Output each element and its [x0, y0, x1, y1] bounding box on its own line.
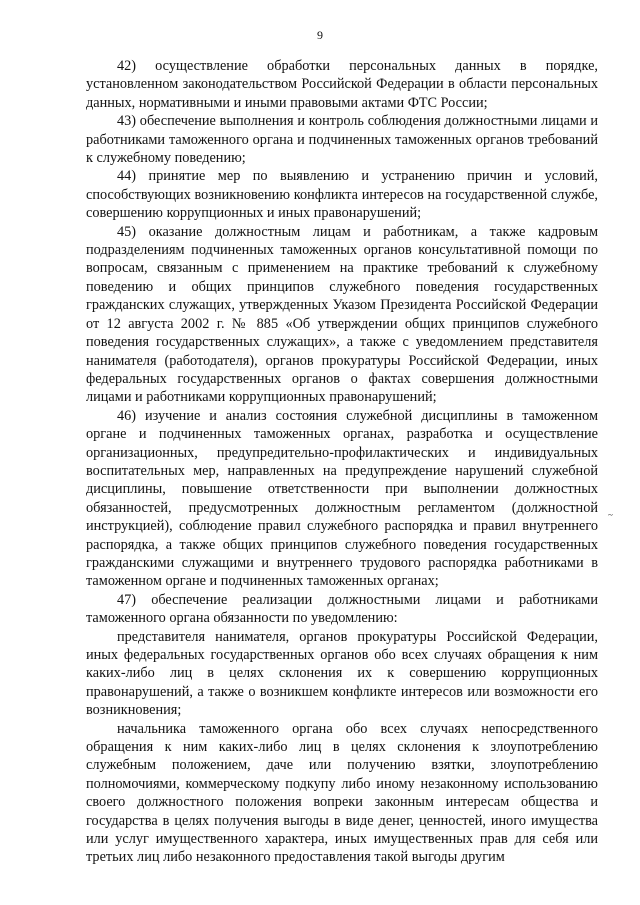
paragraph-item-44: 44) принятие мер по выявлению и устранению причин и условий, способствующих возникновению конфликта интересов на государственной службе, совершению коррупционных и иных правонарушений; [86, 168, 598, 222]
margin-mark: ~ [608, 510, 613, 520]
paragraph-item-43: 43) обеспечение выполнения и контроль соблюдения должностными лицами и работниками таможенного органа и подчиненных таможенных органов требований к служебному поведению; [86, 113, 598, 167]
paragraph-item-47: 47) обеспечение реализации должностными лицами и работниками таможенного органа обязанности по уведомлению: [86, 591, 598, 627]
paragraph-item-45: 45) оказание должностным лицам и работникам, а также кадровым подразделениям подчиненных таможенных органов консультативной помощи по вопросам, связанным с применением на практике требований к служебному поведению и общих принципов служебного поведения государственных гражданских служащих, утвержденных Указом Президента Российской Федерации от 12 августа 2002 г. № 885 «Об утверждении общих принципов служебного поведения государственных служащих», а также с уведомлением представителя нанимателя (работодателя), органов прокуратуры Российской Федерации, иных федеральных государственных органов о фактах совершения должностными лицами и работниками коррупционных правонарушений; [86, 223, 598, 406]
document-body [86, 57, 598, 867]
paragraph-notify-head: начальника таможенного органа обо всех случаях непосредственного обращения к ним каких-либо лиц в целях склонения к злоупотреблению служебным положением, даче или получению взятки, злоупотреблению полномочиями, коммерческому подкупу либо иному незаконному использованию своего должностного положения вопреки законным интересам общества и государства в целях получения выгоды в виде денег, ценностей, иного имущества или услуг имущественного характера, иных имущественных прав для себя или третьих лиц либо незаконного предоставления такой выгоды другим [86, 720, 598, 866]
paragraph-item-46: 46) изучение и анализ состояния служебной дисциплины в таможенном органе и подчиненных таможенных органах, разработка и осуществление организационных, предупредительно-профилактических и индивидуальных воспитательных мер, направленных на предупреждение нарушений служебной дисциплины, повышение ответственности при выполнении должностных обязанностей, предусмотренных должностным регламентом (должностной инструкцией), соблюдение правил служебного распорядка и правил внутреннего распорядка, а также общих принципов служебного поведения государственных гражданскими служащими и внутреннего трудового распорядка работниками в таможенном органе и подчиненных таможенных органах; [86, 407, 598, 590]
paragraph-item-42: 42) осуществление обработки персональных данных в порядке, установленном законодательством Российской Федерации в области персональных данных, нормативными и иными правовыми актами ФТС России; [86, 58, 598, 111]
page-number: 9 [317, 28, 323, 42]
paragraph-notify-employer: представителя нанимателя, органов прокуратуры Российской Федерации, иных федеральных государственных органов обо всех случаях обращения к ним каких-либо лиц в целях склонения их к совершению коррупционных правонарушений, а также о возникшем конфликте интересов или возможности его возникновения; [86, 628, 598, 719]
